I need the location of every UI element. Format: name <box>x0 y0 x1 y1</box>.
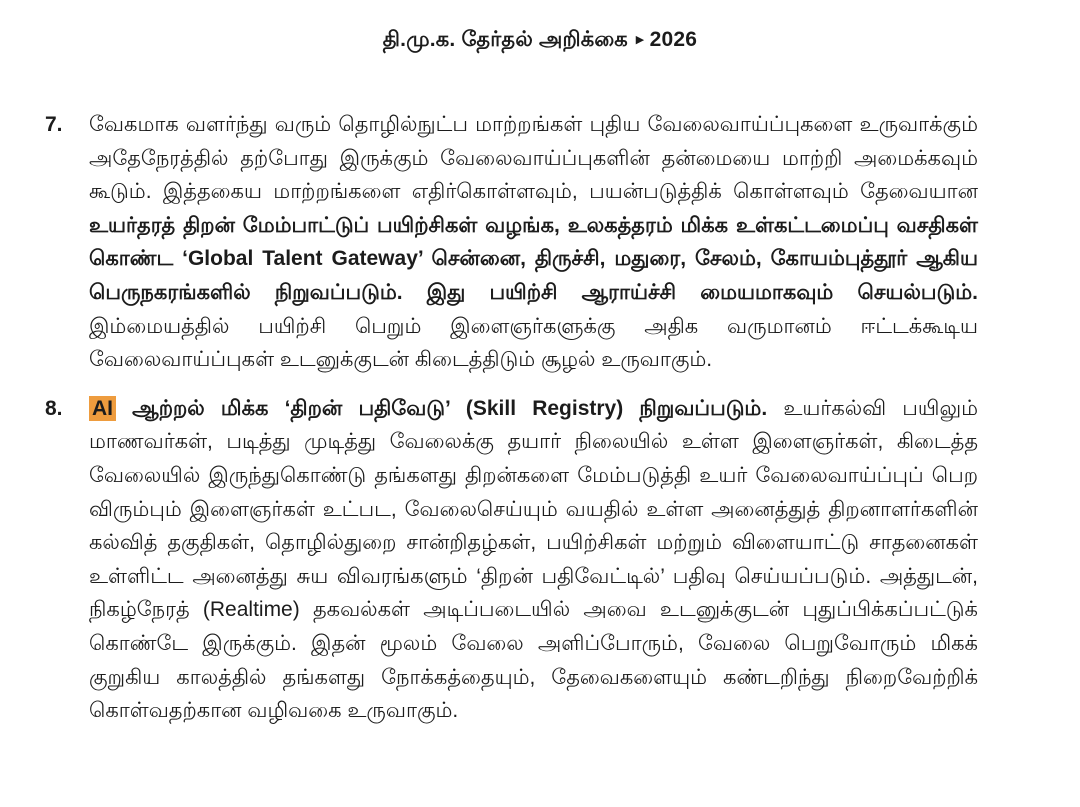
item-7-text <box>89 108 978 377</box>
text-segment-regular: உயர்கல்வி பயிலும் மாணவர்கள், படித்து முடித்து வேலைக்கு தயார் நிலையில் உள்ள இளைஞர்கள், கிடைத்த வேலையில் இருந்துகொண்டு தங்களது திறன்களை மேம்படுத்தி உயர் வேலைவாய்ப்புப் பெற விரும்பும் இளைஞர்கள் உட்பட, வேலைசெய்யும் வயதில் உள்ள அனைத்துத் திறனாளர்களின் கல்வித் தகுதிகள், தொழில்துறை சான்றிதழ்கள், பயிற்சிகள் மற்றும் விளையாட்டு சாதனைகள் உள்ளிட்ட அனைத்து சுய விவரங்களும் ‘திறன் பதிவேட்டில்’ பதிவு செய்யப்படும். அத்துடன், நிகழ்நேரத் (Realtime) தகவல்கள் அடிப்படையில் அவை உடனுக்குடன் புதுப்பிக்கப்பட்டுக் கொண்டே இருக்கும். இதன் மூலம் வேலை அளிப்போரும், வேலை பெறுவோரும் மிகக் குறுகிய காலத்தில் தங்களது நோக்கத்தையும், தேவைகளையும் கண்டறிந்து நிறைவேற்றிக் கொள்வதற்கான வழிவகை உருவாகும். <box>89 396 978 723</box>
text-segment-regular: வேகமாக வளர்ந்து வரும் தொழில்நுட்ப மாற்றங்கள் புதிய வேலைவாய்ப்புகளை உருவாக்கும் அதேநேரத்தில் தற்போது இருக்கும் வேலைவாய்ப்புகளின் தன்மையை மாற்றி அமைக்கவும் கூடும். இத்தகைய மாற்றங்களை எதிர்கொள்ளவும், பயன்படுத்திக் கொள்ளவும் தேவையான <box>89 113 978 204</box>
document-body <box>0 108 1080 728</box>
arrow-right-icon: ▸ <box>635 31 644 48</box>
ai-highlight: AI <box>89 396 116 421</box>
header-title: தி.மு.க. தேர்தல் அறிக்கை <box>382 28 628 51</box>
header-year: 2026 <box>649 28 698 51</box>
item-8-text <box>89 392 978 728</box>
item-number-8: 8. <box>45 396 63 420</box>
page-header <box>0 28 1080 54</box>
manifesto-item-7 <box>45 108 978 377</box>
text-segment-bold: ஆற்றல் மிக்க ‘திறன் பதிவேடு’ (Skill Registry) நிறுவப்படும். <box>116 396 768 420</box>
text-segment-bold: உயர்தரத் திறன் மேம்பாட்டுப் பயிற்சிகள் வழங்க, உலகத்தரம் மிக்க உள்கட்டமைப்பு வசதிகள் கொண்ட ‘Global Talent Gateway’ சென்னை, திருச்சி, மதுரை, சேலம், கோயம்புத்தூர் ஆகிய பெருநகரங்களில் நிறுவப்படும். இது பயிற்சி ஆராய்ச்சி மையமாகவும் செயல்படும். <box>89 213 978 304</box>
text-segment-regular: இம்மையத்தில் பயிற்சி பெறும் இளைஞர்களுக்கு அதிக வருமானம் ஈட்டக்கூடிய வேலைவாய்ப்புகள் உடனுக்குடன் கிடைத்திடும் சூழல் உருவாகும். <box>89 314 978 372</box>
item-number-7: 7. <box>45 113 63 136</box>
manifesto-item-8 <box>45 392 978 728</box>
